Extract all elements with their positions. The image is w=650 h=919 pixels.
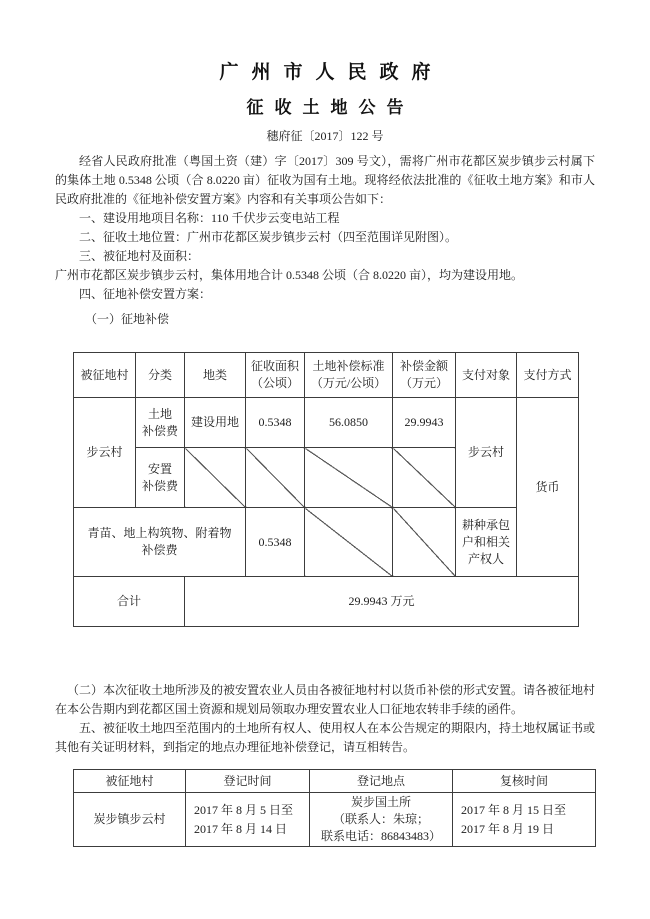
col-header-reg-time: 登记时间 bbox=[186, 770, 310, 793]
pay-method-cell: 货币 bbox=[517, 398, 579, 577]
col-header-area: 征收面积 （公顷） bbox=[246, 353, 305, 398]
registration-table-header-row bbox=[74, 770, 596, 793]
col-header-category: 分类 bbox=[136, 353, 185, 398]
col-header-standard: 土地补偿标准 （万元/公顷） bbox=[305, 353, 393, 398]
crops-attachments-row bbox=[74, 508, 579, 577]
village-name-cell: 步云村 bbox=[74, 398, 136, 508]
total-label-cell: 合计 bbox=[74, 577, 185, 627]
reg-village-cell: 炭步镇步云村 bbox=[74, 793, 186, 847]
payee-village-cell: 步云村 bbox=[456, 398, 517, 508]
land-area-cell: 0.5348 bbox=[246, 398, 305, 448]
total-row bbox=[74, 577, 579, 627]
category-resettlement-cell: 安置 补偿费 bbox=[136, 448, 185, 508]
land-type-cell: 建设用地 bbox=[185, 398, 246, 448]
village-area-detail: 广州市花都区炭步镇步云村，集体用地合计 0.5348 公顷（合 8.0220 亩），均为建设用地。 bbox=[55, 268, 524, 282]
slash-cell bbox=[305, 508, 393, 577]
compensation-amount-cell: 29.9943 bbox=[393, 398, 456, 448]
list-item-project-name: 一、建设用地项目名称：110 千伏步云变电站工程 bbox=[79, 211, 340, 225]
crops-attachments-label-cell: 青苗、地上构筑物、附着物 补偿费 bbox=[74, 508, 246, 577]
government-title: 广州市人民政府 bbox=[219, 62, 444, 83]
compensation-standard-cell: 56.0850 bbox=[305, 398, 393, 448]
category-land-compensation-cell: 土地 补偿费 bbox=[136, 398, 185, 448]
col-header-review-time: 复核时间 bbox=[453, 770, 596, 793]
registration-table bbox=[73, 769, 596, 847]
reg-time-cell: 2017 年 8 月 5 日至 2017 年 8 月 14 日 bbox=[186, 793, 310, 847]
col-header-amount: 补偿金额 （万元） bbox=[393, 353, 456, 398]
reg-place-cell: 炭步国土所 （联系人：朱琼； 联系电话：86843483） bbox=[310, 793, 453, 847]
slash-cell bbox=[246, 448, 305, 508]
registration-notice-paragraph: 五、被征收土地四至范围内的土地所有权人、使用权人在本公告规定的期限内，持土地权属证书或其他有关证明材料，到指定的地点办理征地补偿登记，请互相转告。 bbox=[55, 721, 596, 754]
slash-cell bbox=[185, 448, 246, 508]
col-header-village: 被征地村 bbox=[74, 353, 136, 398]
list-item-land-location: 二、征收土地位置：广州市花都区炭步镇步云村（四至范围详见附图）。 bbox=[79, 230, 458, 244]
crops-area-cell: 0.5348 bbox=[246, 508, 305, 577]
payee-contractors-cell: 耕种承包 户和相关 产权人 bbox=[456, 508, 517, 577]
intro-paragraph: 经省人民政府批准（粤国土资（建）字〔2017〕309 号文），需将广州市花都区炭步镇步云村属下的集体土地 0.5348 公顷（合 8.0220 亩）征收为国有土地。现将经依法批准的《征收土地方案》和市人民政府批准的《征地补偿安置方案》内容和有关事项公告如下： bbox=[55, 154, 595, 206]
slash-cell bbox=[305, 448, 393, 508]
subsection-land-compensation: （一）征地补偿 bbox=[85, 312, 170, 326]
resettlement-paragraph: （二）本次征收土地所涉及的被安置农业人员由各被征地村村以货币补偿的形式安置。请各被征地村在本公告期内到花都区国土资源和规划局领取办理安置农业人口征地农转非手续的函件。 bbox=[55, 683, 596, 716]
review-time-cell: 2017 年 8 月 15 日至 2017 年 8 月 19 日 bbox=[453, 793, 596, 847]
compensation-table-header-row bbox=[74, 353, 579, 398]
list-item-village-area: 三、被征地村及面积： bbox=[79, 249, 200, 263]
col-header-payee: 支付对象 bbox=[456, 353, 517, 398]
list-item-compensation-plan: 四、征地补偿安置方案： bbox=[79, 287, 212, 301]
col-header-land-type: 地类 bbox=[185, 353, 246, 398]
compensation-table bbox=[73, 352, 579, 627]
document-body bbox=[55, 152, 595, 847]
land-compensation-row bbox=[74, 398, 579, 448]
col-header-reg-village: 被征地村 bbox=[74, 770, 186, 793]
doc-number: 穗府征〔2017〕122 号 bbox=[266, 129, 384, 143]
registration-row bbox=[74, 793, 596, 847]
announcement-title: 征收土地公告 bbox=[246, 98, 415, 117]
col-header-pay-method: 支付方式 bbox=[517, 353, 579, 398]
col-header-reg-place: 登记地点 bbox=[310, 770, 453, 793]
total-value-cell: 29.9943 万元 bbox=[185, 577, 579, 627]
slash-cell bbox=[393, 508, 456, 577]
slash-cell bbox=[393, 448, 456, 508]
